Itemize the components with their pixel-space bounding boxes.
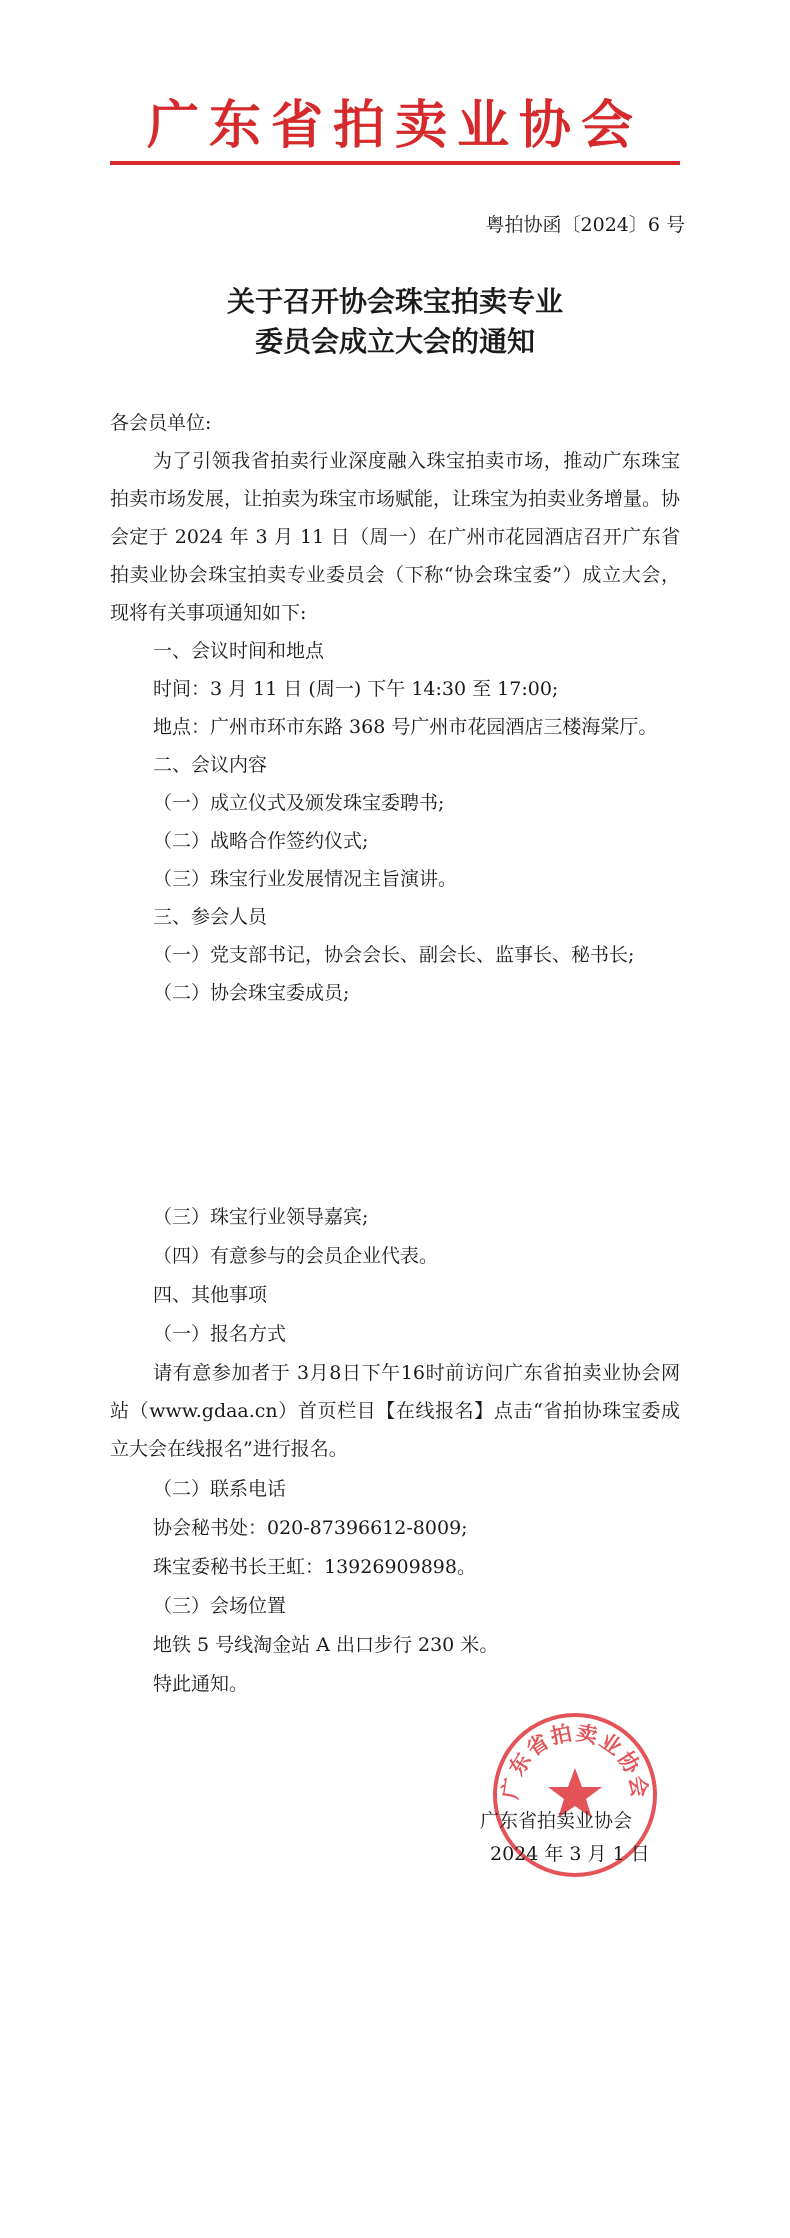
section-4-heading: 四、其他事项 <box>153 1284 268 1306</box>
intro-paragraph: 为了引领我省拍卖行业深度融入珠宝拍卖市场，推动广东珠宝拍卖市场发展，让拍卖为珠宝市场赋能，让珠宝为拍卖业务增量。协会定于 2024 年 3 月 11 日（周一）在广州市花园酒店召开广东省拍卖业协会珠宝拍卖专业委员会（下称“协会珠宝委”）成立大会，现将有关事项通知如下: <box>110 450 681 624</box>
agenda-item-2: （二）战略合作签约仪式; <box>153 830 369 852</box>
registration-heading: （一）报名方式 <box>153 1323 287 1345</box>
document-title-line-1: 关于召开协会珠宝拍卖专业 <box>226 285 563 318</box>
signature-date: 2024 年 3 月 1 日 <box>490 1843 650 1865</box>
document-title-line-2: 委员会成立大会的通知 <box>254 325 535 358</box>
salutation: 各会员单位: <box>110 412 212 434</box>
venue-heading: （三）会场位置 <box>153 1595 287 1617</box>
contact-secretariat: 协会秘书处：020-87396612-8009; <box>153 1517 468 1539</box>
signature-organization: 广东省拍卖业协会 <box>480 1810 633 1832</box>
registration-paragraph: 请有意参加者于 3月8日下午16时前访问广东省拍卖业协会网站（www.gdaa.cn）首页栏目【在线报名】点击“省拍协珠宝委成立大会在线报名”进行报名。 <box>110 1362 680 1460</box>
meeting-time: 时间：3 月 11 日 (周一) 下午 14:30 至 17:00; <box>153 678 559 700</box>
agenda-item-1: （一）成立仪式及颁发珠宝委聘书; <box>153 792 445 814</box>
contact-secretary-general: 珠宝委秘书长王虹：13926909898。 <box>153 1556 476 1578</box>
masthead-rule <box>110 161 680 165</box>
contact-heading: （二）联系电话 <box>153 1478 287 1500</box>
attendee-item-1: （一）党支部书记，协会会长、副会长、监事长、秘书长; <box>153 944 635 966</box>
agenda-item-3: （三）珠宝行业发展情况主旨演讲。 <box>153 868 458 890</box>
section-1-heading: 一、会议时间和地点 <box>153 640 325 662</box>
venue-directions: 地铁 5 号线淘金站 A 出口步行 230 米。 <box>153 1634 499 1656</box>
document-number: 粤拍协函〔2024〕6 号 <box>485 214 685 236</box>
attendee-item-3: （三）珠宝行业领导嘉宾; <box>153 1206 369 1228</box>
meeting-place: 地点：广州市环市东路 368 号广州市花园酒店三楼海棠厅。 <box>153 716 658 738</box>
document-title <box>0 282 790 362</box>
closing-remark: 特此通知。 <box>153 1673 249 1695</box>
section-3-heading: 三、参会人员 <box>153 906 268 928</box>
attendee-item-4: （四）有意参与的会员企业代表。 <box>153 1245 439 1267</box>
attendee-item-2: （二）协会珠宝委成员; <box>153 982 350 1004</box>
section-2-heading: 二、会议内容 <box>153 754 268 776</box>
masthead-title: 广东省拍卖业协会 <box>146 95 643 156</box>
svg-text:广东省拍卖业协会: 广东省拍卖业协会 <box>497 1719 653 1801</box>
